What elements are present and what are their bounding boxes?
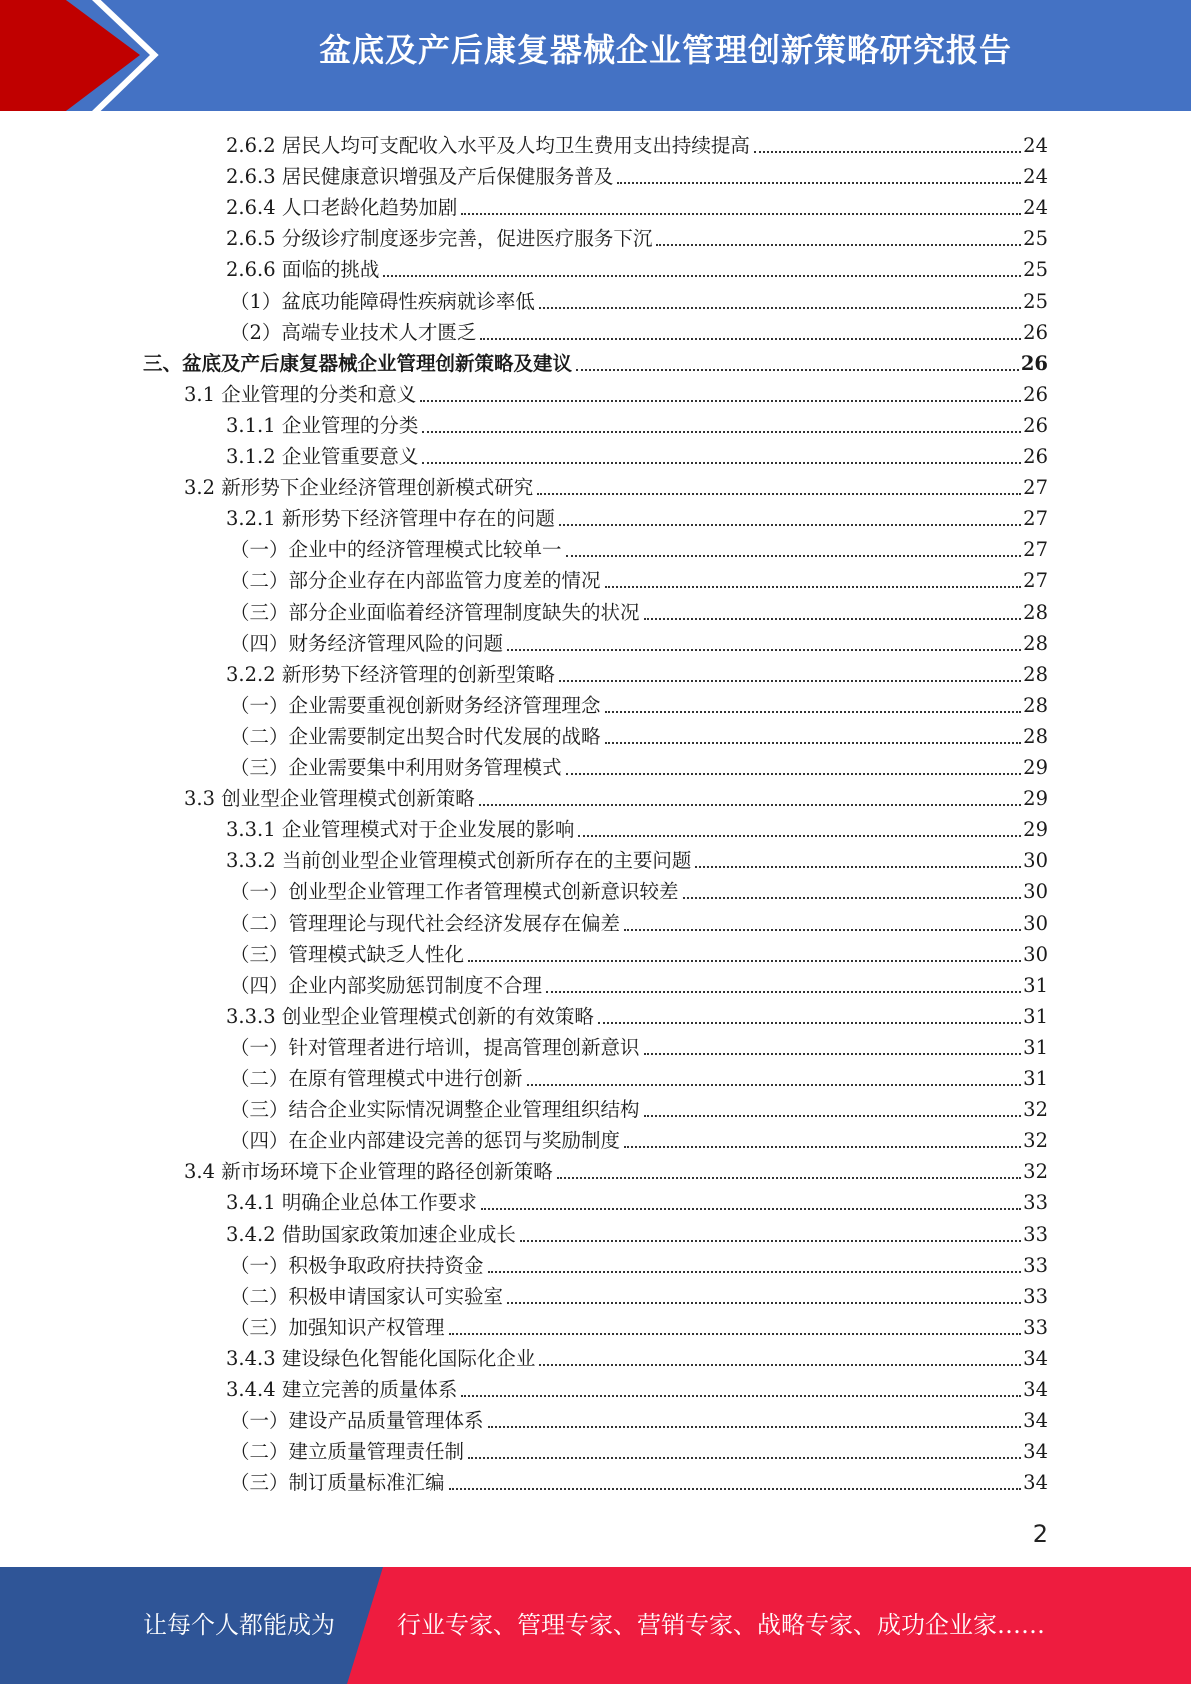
toc-entry-title: 3.3.2 当前创业型企业管理模式创新所存在的主要问题 [226, 849, 692, 873]
footer-slogan-right: 行业专家、管理专家、营销专家、战略专家、成功企业家…… [397, 1611, 1045, 1639]
toc-leader-dots [695, 865, 1021, 868]
toc-entry-page: 29 [1023, 756, 1048, 779]
toc-leader-dots [479, 803, 1021, 806]
toc-entry[interactable] [230, 1247, 1048, 1278]
toc-entry-title: （一）企业中的经济管理模式比较单一 [230, 538, 562, 562]
toc-leader-dots [488, 1425, 1022, 1428]
toc-entry-title: （一）建设产品质量管理体系 [230, 1409, 484, 1433]
toc-entry-title: 3.1.2 企业管重要意义 [226, 445, 419, 468]
toc-entry[interactable] [230, 936, 1048, 967]
toc-entry-page: 31 [1023, 973, 1048, 997]
toc-entry[interactable] [230, 283, 1048, 314]
toc-entry-page: 25 [1023, 289, 1048, 313]
toc-entry-page: 27 [1023, 507, 1048, 531]
toc-entry[interactable] [230, 1402, 1048, 1433]
toc-leader-dots [566, 554, 1022, 557]
toc-entry-page: 30 [1023, 911, 1048, 935]
toc-leader-dots [605, 710, 1022, 713]
toc-entry[interactable] [230, 749, 1048, 780]
toc-entry-title: （四）财务经济管理风险的问题 [230, 631, 504, 655]
toc-leader-dots [624, 1145, 1021, 1148]
toc-leader-dots [754, 150, 1021, 153]
toc-entry[interactable] [230, 1309, 1048, 1340]
toc-entry-page: 25 [1023, 258, 1048, 282]
footer-slogan-left: 让每个人都能成为 [143, 1611, 335, 1639]
toc-entry[interactable] [226, 1371, 1048, 1402]
page-header [0, 0, 1191, 111]
toc-entry-page: 26 [1023, 445, 1048, 468]
toc-leader-dots [605, 741, 1022, 744]
toc-entry[interactable] [230, 718, 1048, 749]
toc-leader-dots [644, 617, 1022, 620]
toc-entry-page: 33 [1023, 1253, 1048, 1277]
toc-entry-title: 3.3 创业型企业管理模式创新策略 [184, 787, 475, 811]
toc-entry[interactable] [230, 1060, 1048, 1091]
toc-entry[interactable] [226, 1184, 1048, 1215]
toc-entry-page: 28 [1023, 693, 1048, 717]
toc-entry-title: （三）制订质量标准汇编 [230, 1471, 445, 1495]
toc-leader-dots [520, 1239, 1021, 1242]
toc-entry-title: （二）建立质量管理责任制 [230, 1440, 465, 1464]
toc-entry-page: 26 [1023, 320, 1048, 344]
toc-entry-page: 28 [1023, 631, 1048, 655]
toc-leader-dots [539, 306, 1021, 309]
toc-entry-page: 34 [1023, 1409, 1048, 1433]
page-footer [0, 1567, 1191, 1684]
toc-leader-dots [559, 523, 1021, 526]
toc-entry-page: 27 [1023, 476, 1048, 500]
toc-leader-dots [624, 928, 1021, 931]
toc-entry-title: 3.4.3 建设绿色化智能化国际化企业 [226, 1346, 536, 1370]
toc-entry-page: 33 [1023, 1191, 1048, 1215]
toc-leader-dots [422, 461, 1021, 464]
toc-entry-title: 3.4.2 借助国家政策加速企业成长 [226, 1222, 516, 1246]
toc-entry-title: （四）在企业内部建设完善的惩罚与奖励制度 [230, 1129, 621, 1153]
toc-entry[interactable] [226, 811, 1048, 842]
toc-leader-dots [507, 648, 1021, 651]
toc-entry[interactable] [184, 780, 1048, 811]
toc-entry-title: 3.1 企业管理的分类和意义 [184, 382, 417, 406]
report-title: 盆底及产后康复器械企业管理创新策略研究报告 [318, 31, 1012, 69]
toc-entry-page: 28 [1023, 662, 1048, 686]
toc-entry[interactable] [230, 625, 1048, 656]
toc-entry[interactable] [230, 562, 1048, 593]
toc-entry[interactable] [226, 500, 1048, 531]
toc-entry[interactable] [230, 1091, 1048, 1122]
toc-leader-dots [576, 368, 1019, 371]
toc-entry-title: 2.6.2 居民人均可支配收入水平及人均卫生费用支出持续提高 [226, 134, 750, 157]
toc-leader-dots [617, 181, 1021, 184]
toc-entry[interactable] [230, 687, 1048, 718]
page-number: 2 [1032, 1520, 1048, 1548]
toc-entry[interactable] [230, 1464, 1048, 1495]
toc-entry-title: （二）在原有管理模式中进行创新 [230, 1067, 523, 1090]
toc-leader-dots [449, 1332, 1022, 1335]
toc-entry[interactable] [226, 189, 1048, 220]
toc-entry-page: 31 [1023, 1004, 1048, 1028]
toc-entry-page: 30 [1023, 942, 1048, 966]
toc-entry-page: 34 [1023, 1346, 1048, 1370]
toc-leader-dots [468, 959, 1021, 962]
toc-entry[interactable] [226, 158, 1048, 189]
toc-entry[interactable] [230, 905, 1048, 936]
toc-entry-title: （二）管理理论与现代社会经济发展存在偏差 [230, 911, 621, 935]
toc-entry-title: （1）盆底功能障碍性疾病就诊率低 [230, 289, 535, 313]
toc-entry-page: 26 [1020, 351, 1048, 375]
toc-leader-dots [683, 896, 1022, 899]
toc-entry-page: 34 [1023, 1378, 1048, 1401]
toc-entry[interactable] [230, 1029, 1048, 1060]
toc-leader-dots [598, 1021, 1021, 1024]
toc-leader-dots [488, 1270, 1022, 1273]
toc-entry[interactable] [226, 438, 1048, 469]
toc-leader-dots [557, 1176, 1021, 1179]
toc-leader-dots [422, 430, 1021, 433]
toc-entry-title: 3.2 新形势下企业经济管理创新模式研究 [184, 476, 534, 500]
toc-entry[interactable] [230, 1122, 1048, 1153]
toc-entry-title: （三）企业需要集中利用财务管理模式 [230, 756, 562, 779]
toc-entry-title: 3.2.1 新形势下经济管理中存在的问题 [226, 507, 555, 531]
toc-entry[interactable] [226, 1216, 1048, 1247]
toc-entry-title: （四）企业内部奖励惩罚制度不合理 [230, 973, 543, 997]
toc-entry[interactable] [184, 1153, 1048, 1184]
toc-leader-dots [546, 990, 1021, 993]
toc-entry-title: （三）管理模式缺乏人性化 [230, 942, 465, 966]
toc-entry-title: 3.3.1 企业管理模式对于企业发展的影响 [226, 818, 575, 842]
toc-entry[interactable] [226, 998, 1048, 1029]
toc-entry-page: 33 [1023, 1315, 1048, 1339]
toc-leader-dots [468, 1456, 1021, 1459]
toc-entry-title: 3.4.4 建立完善的质量体系 [226, 1378, 458, 1401]
toc-leader-dots [461, 1394, 1021, 1397]
toc-entry-page: 30 [1023, 880, 1048, 904]
toc-leader-dots [480, 337, 1021, 340]
toc-entry-page: 34 [1023, 1440, 1048, 1464]
toc-leader-dots [420, 399, 1021, 402]
toc-entry-page: 29 [1023, 787, 1048, 811]
toc-entry[interactable] [230, 1433, 1048, 1464]
toc-entry-title: 2.6.4 人口老龄化趋势加剧 [226, 196, 458, 220]
toc-entry-page: 24 [1023, 165, 1048, 189]
toc-entry-title: 2.6.5 分级诊疗制度逐步完善，促进医疗服务下沉 [226, 227, 653, 251]
toc-entry[interactable] [230, 873, 1048, 904]
toc-entry-page: 32 [1023, 1160, 1048, 1184]
toc-leader-dots [449, 1487, 1022, 1490]
toc-leader-dots [605, 585, 1022, 588]
toc-entry[interactable] [226, 407, 1048, 438]
toc-entry-title: 三、盆底及产后康复器械企业管理创新策略及建议 [143, 351, 573, 375]
toc-entry[interactable] [230, 594, 1048, 625]
toc-entry-page: 24 [1023, 196, 1048, 220]
toc-entry-title: （一）企业需要重视创新财务经济管理理念 [230, 693, 601, 717]
toc-entry[interactable] [230, 967, 1048, 998]
toc-entry-page: 26 [1023, 382, 1048, 406]
toc-entry-page: 24 [1023, 134, 1048, 157]
toc-entry-page: 28 [1023, 724, 1048, 748]
toc-leader-dots [481, 1207, 1021, 1210]
toc-leader-dots [507, 1301, 1021, 1304]
toc-entry-page: 30 [1023, 849, 1048, 873]
toc-leader-dots [566, 772, 1022, 775]
toc-leader-dots [578, 834, 1021, 837]
toc-entry-title: （三）结合企业实际情况调整企业管理组织结构 [230, 1098, 640, 1122]
toc-entry-page: 26 [1023, 413, 1048, 437]
toc-entry-title: （三）加强知识产权管理 [230, 1315, 445, 1339]
toc-leader-dots [461, 212, 1021, 215]
toc-entry-page: 27 [1023, 569, 1048, 593]
toc-entry-title: 3.3.3 创业型企业管理模式创新的有效策略 [226, 1004, 594, 1028]
toc-entry[interactable] [184, 469, 1048, 500]
toc-entry-page: 33 [1023, 1222, 1048, 1246]
toc-entry[interactable] [230, 314, 1048, 345]
toc-entry-page: 29 [1023, 818, 1048, 842]
toc-entry-title: （二）企业需要制定出契合时代发展的战略 [230, 724, 601, 748]
toc-entry[interactable] [226, 220, 1048, 251]
toc-entry-title: （一）针对管理者进行培训，提高管理创新意识 [230, 1035, 640, 1059]
toc-entry-title: 3.2.2 新形势下经济管理的创新型策略 [226, 662, 555, 686]
toc-entry-title: 2.6.3 居民健康意识增强及产后保健服务普及 [226, 165, 614, 189]
toc-entry-page: 32 [1023, 1129, 1048, 1153]
toc-leader-dots [559, 679, 1021, 682]
toc-leader-dots [539, 1363, 1021, 1366]
toc-entry-page: 32 [1023, 1098, 1048, 1122]
toc-entry[interactable] [184, 376, 1048, 407]
toc-entry-page: 33 [1023, 1284, 1048, 1308]
toc-entry[interactable] [226, 127, 1048, 158]
toc-entry-page: 31 [1023, 1035, 1048, 1059]
toc-leader-dots [644, 1114, 1022, 1117]
toc-entry[interactable] [230, 1278, 1048, 1309]
toc-entry-title: （三）部分企业面临着经济管理制度缺失的状况 [230, 600, 640, 624]
toc-entry-page: 31 [1023, 1067, 1048, 1090]
toc-entry[interactable] [226, 1340, 1048, 1371]
toc-entry-page: 28 [1023, 600, 1048, 624]
toc-leader-dots [537, 492, 1021, 495]
toc-entry-title: （二）部分企业存在内部监管力度差的情况 [230, 569, 601, 593]
toc-entry-title: 2.6.6 面临的挑战 [226, 258, 380, 282]
toc-leader-dots [644, 1052, 1022, 1055]
toc-leader-dots [656, 243, 1021, 246]
toc-entry-title: （二）积极申请国家认可实验室 [230, 1284, 504, 1308]
toc-entry-page: 34 [1023, 1471, 1048, 1495]
toc-entry[interactable] [226, 842, 1048, 873]
toc-entry[interactable] [226, 251, 1048, 282]
toc-entry-page: 25 [1023, 227, 1048, 251]
toc-leader-dots [383, 274, 1021, 277]
toc-entry[interactable] [230, 531, 1048, 562]
toc-entry-title: 3.4.1 明确企业总体工作要求 [226, 1191, 477, 1215]
toc-entry[interactable] [143, 345, 1048, 376]
toc-entry-title: （一）创业型企业管理工作者管理模式创新意识较差 [230, 880, 679, 904]
toc-entry-title: 3.4 新市场环境下企业管理的路径创新策略 [184, 1160, 553, 1184]
toc-leader-dots [527, 1083, 1022, 1086]
toc-entry-title: （一）积极争取政府扶持资金 [230, 1253, 484, 1277]
toc-entry-page: 27 [1023, 538, 1048, 562]
toc-entry-title: 3.1.1 企业管理的分类 [226, 413, 419, 437]
toc-entry-title: （2）高端专业技术人才匮乏 [230, 320, 477, 344]
toc-entry[interactable] [226, 656, 1048, 687]
